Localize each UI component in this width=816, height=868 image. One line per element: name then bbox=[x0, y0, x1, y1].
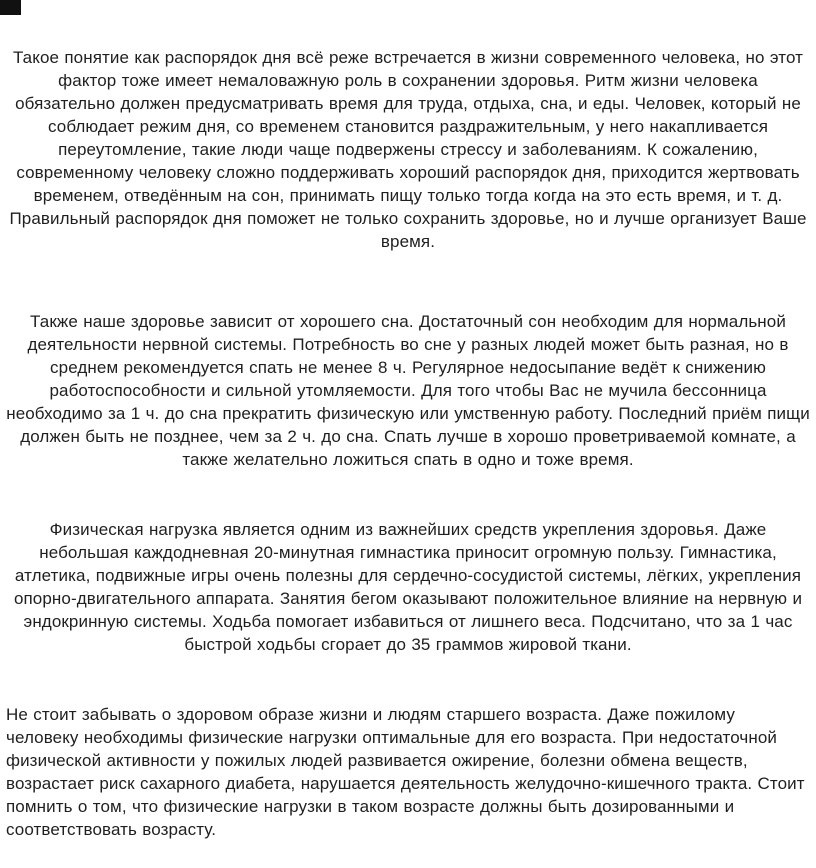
paragraph-sleep: Также наше здоровье зависит от хорошего сна. Достаточный сон необходим для нормальной деятельности нервной системы. Потребность во сне у разных людей может быть разная, но в среднем рекомендуется спать не менее 8 ч. Регулярное недосыпание ведёт к снижению работоспособности и сильной утомляемости. Для того чтобы Вас не мучила бессонница необходимо за 1 ч. до сна прекратить физическую или умственную работу. Последний приём пищи должен быть не позднее, чем за 2 ч. до сна. Спать лучше в хорошо проветриваемой комнате, а также желательно ложиться спать в одно и тоже время. bbox=[6, 312, 810, 469]
paragraph-physical-activity: Физическая нагрузка является одним из важнейших средств укрепления здоровья. Даже небольшая каждодневная 20-минутная гимнастика приносит огромную пользу. Гимнастика, атлетика, подвижные игры очень полезны для сердечно-сосудистой системы, лёгких, укрепления опорно-двигательного аппарата. Занятия бегом оказывают положительное влияние на нервную и эндокринную системы. Ходьба помогает избавиться от лишнего веса. Подсчитано, что за 1 час быстрой ходьбы сгорает до 35 граммов жировой ткани. bbox=[13, 520, 803, 654]
corner-mark bbox=[0, 0, 21, 15]
paragraph-elderly-lifestyle: Не стоит забывать о здоровом образе жизни и людям старшего возраста. Даже пожилому человеку необходимы физические нагрузки оптимальные для его возраста. При недостаточной физической активности у пожилых людей развивается ожирение, болезни обмена веществ, возрастает риск сахарного диабета, нарушается деятельность желудочно-кишечного тракта. Стоит помнить о том, что физические нагрузки в таком возрасте должны быть дозированными и соответствовать возрасту. bbox=[6, 705, 805, 839]
paragraph-daily-routine: Такое понятие как распорядок дня всё реже встречается в жизни современного человека, но этот фактор тоже имеет немаловажную роль в сохранении здоровья. Ритм жизни человека обязательно должен предусматривать время для труда, отдыха, сна, и еды. Человек, который не соблюдает режим дня, со временем становится раздражительным, у него накапливается переутомление, такие люди чаще подвержены стрессу и заболеваниям. К сожалению, современному человеку сложно поддерживать хороший распорядок дня, приходится жертвовать временем, отведённым на сон, принимать пищу только тогда когда на это есть время, и т. д. Правильный распорядок дня поможет не только сохранить здоровье, но и лучше организует Ваше время. bbox=[9, 48, 807, 251]
document-text-block bbox=[6, 46, 810, 841]
